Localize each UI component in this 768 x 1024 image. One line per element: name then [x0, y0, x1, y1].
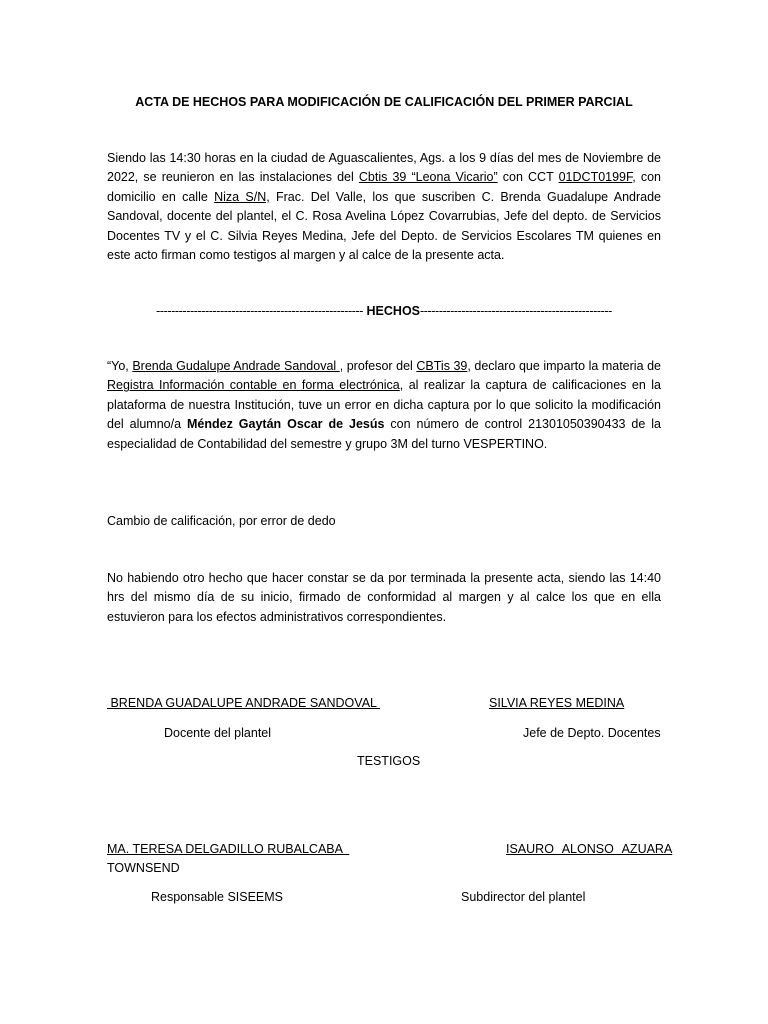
subject-name: Registra Información contable en forma electrónica — [107, 378, 400, 393]
hechos-divider — [100, 302, 668, 321]
signatory-head-name: SILVIA REYES MEDINA — [489, 696, 625, 710]
declaration-text-4: , al realizar la captura de calificaciones en la plataforma de nuestra Institución, tuve un error en dicha captura por lo que solicito la modificación del alumno/a — [107, 378, 661, 432]
closing-paragraph: No habiendo otro hecho que hacer constar se da por terminada la presente acta, siendo las 14:40 hrs del mismo día de su inicio, firmado de conformidad al margen y al calce los que en ella estuvieron para los efectos administrativos correspondientes. — [107, 571, 661, 624]
signatory-siseems-name-line2: TOWNSEND — [107, 861, 180, 875]
signatory-teacher-role: Docente del plantel — [164, 726, 272, 740]
teacher-name: Brenda Gudalupe Andrade Sandoval — [132, 359, 340, 373]
hechos-dashes-right: --------------------------------------------------- — [420, 304, 612, 318]
intro-text-1: Siendo las 14:30 horas en la ciudad de Aguascalientes, Ags. a los 9 días del mes de Noviembre de 2022, se reunieron en las instalaciones del — [107, 151, 661, 185]
signatory-siseems-name — [107, 840, 349, 878]
signatory-subdirector-name: ISAURO ALONSO AZUARA — [506, 842, 673, 856]
intro-text-3: , con domicilio en calle — [107, 170, 661, 204]
signatory-subdirector-role: Subdirector del plantel — [461, 890, 586, 904]
hechos-dashes-left: ------------------------------------------------------- — [156, 304, 364, 318]
street-address: Niza S/N, — [214, 189, 270, 204]
declaration-text-1: “Yo, — [107, 359, 133, 373]
signatory-head-role: Jefe de Depto. Docentes — [523, 726, 661, 740]
intro-text-4: Frac. Del Valle, los que suscriben C. Brenda Guadalupe Andrade Sandoval, docente del plantel, el C. Rosa Avelina López Covarrubias, Jefe del depto. de Servicios Docentes TV y el C. Silvia Reyes Medina, Jefe del Depto. de Servicios Escolares TM quienes en este acto firman como testigos al margen y al calce de la presente acta. — [107, 189, 661, 263]
signatory-siseems-name-line1: MA. TERESA DELGADILLO RUBALCABA — [107, 842, 350, 856]
student-name: Méndez Gaytán Oscar de Jesús — [187, 417, 385, 432]
intro-paragraph — [107, 149, 661, 265]
school-short-name: CBTis 39 — [416, 359, 468, 373]
cct-code: 01DCT0199F — [558, 170, 633, 185]
witnesses-heading: TESTIGOS — [357, 754, 421, 768]
intro-text-2: con CCT — [497, 170, 559, 185]
signatory-teacher-name: BRENDA GUADALUPE ANDRADE SANDOVAL — [107, 696, 380, 710]
signatory-siseems-role: Responsable SISEEMS — [151, 890, 284, 904]
change-reason: Cambio de calificación, por error de dedo — [107, 514, 336, 528]
declaration-text-2: , profesor del — [339, 359, 417, 373]
declaration-text-3: , declaro que imparto la materia de — [467, 359, 661, 373]
declaration-text-5: con número de control 21301050390433 de la especialidad de Contabilidad del semestre y grupo 3M del turno VESPERTINO. — [107, 417, 661, 451]
hechos-label: HECHOS — [363, 304, 420, 318]
school-name: Cbtis 39 “Leona Vicario” — [358, 170, 498, 185]
declaration-paragraph — [107, 357, 661, 454]
document-title: ACTA DE HECHOS PARA MODIFICACIÓN DE CALIFICACIÓN DEL PRIMER PARCIAL — [135, 95, 633, 109]
